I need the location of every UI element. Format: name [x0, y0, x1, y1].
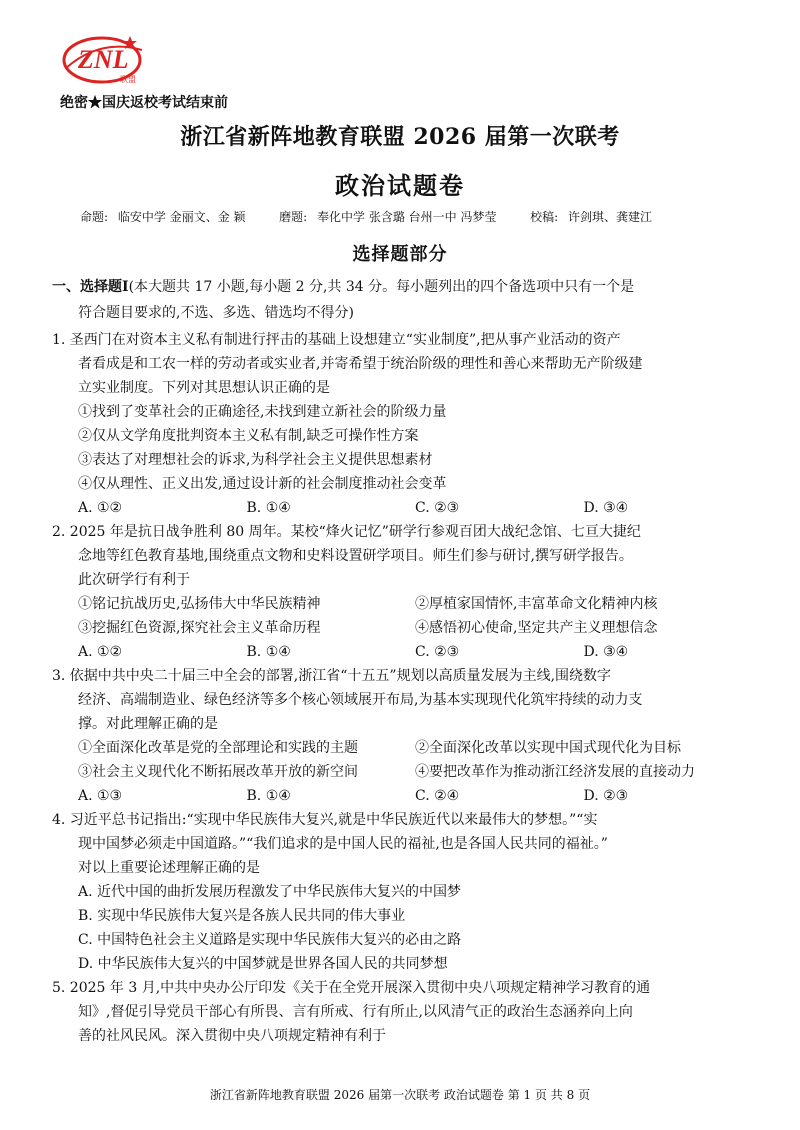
q4-stem-line: 现中国梦必须走中国道路。”“我们追求的是中国人民的福祉,也是各国人民共同的福祉。” [78, 836, 608, 852]
q1-item: ③表达了对理想社会的诉求,为科学社会主义提供思想素材 [78, 452, 433, 468]
q4-stem-line: 对以上重要论述理解正确的是 [78, 860, 260, 876]
q3-item: ②全面深化改革以实现中国式现代化为目标 [415, 740, 681, 756]
choice-d[interactable]: D. ③④ [583, 644, 629, 660]
part-text: (本大题共 17 小题,每小题 2 分,共 34 分。每小题列出的四个备选项中只有一个是 [128, 279, 635, 295]
q1-stem-line: 者看成是和工农一样的劳动者或实业者,并寄希望于统治阶级的理性和善心来帮助无产阶级建 [78, 356, 643, 372]
question-2 [52, 520, 752, 664]
credits-line [80, 208, 658, 225]
jiaogao-label: 校稿: [530, 210, 559, 224]
q4-stem-line: 4. 习近平总书记指出:“实现中华民族伟大复兴,就是中华民族近代以来最伟大的梦想。”“实 [52, 812, 598, 828]
question-1 [52, 328, 752, 520]
part-label: 一、选择题Ⅰ [52, 279, 129, 295]
exam-subtitle: 政治试题卷 [335, 171, 465, 200]
q4-choice-c[interactable]: C. 中国特色社会主义道路是实现中华民族伟大复兴的必由之路 [78, 932, 462, 948]
q4-choice-d[interactable]: D. 中华民族伟大复兴的中国梦就是世界各国人民的共同梦想 [78, 956, 448, 972]
q1-item: ④仅从理性、正义出发,通过设计新的社会制度推动社会变革 [78, 476, 447, 492]
choice-d[interactable]: D. ②③ [583, 788, 629, 804]
question-3 [52, 664, 752, 808]
section-heading: 选择题部分 [352, 244, 448, 265]
q3-stem-line: 3. 依据中共中央二十届三中全会的部署,浙江省“十五五”规划以高质量发展为主线,围绕数字 [52, 668, 612, 684]
q3-item: ④要把改革作为推动浙江经济发展的直接动力 [415, 764, 695, 780]
choice-a[interactable]: A. ①② [78, 500, 123, 516]
q3-item: ①全面深化改革是党的全部理论和实践的主题 [78, 740, 358, 756]
choice-c[interactable]: C. ②③ [415, 644, 460, 660]
svg-text:ZNL: ZNL [78, 45, 129, 74]
q2-choices [52, 640, 752, 664]
q2-stem-line: 此次研学行有利于 [78, 572, 190, 588]
q2-stem-line: 2. 2025 年是抗日战争胜利 80 周年。某校“烽火记忆”研学行参观百团大战纪念馆、七亘大捷纪 [52, 524, 641, 540]
q3-item-row [52, 736, 752, 760]
choice-c[interactable]: C. ②④ [415, 788, 460, 804]
q4-choice-a[interactable]: A. 近代中国的曲折发展历程激发了中华民族伟大复兴的中国梦 [78, 884, 462, 900]
part-instructions [52, 274, 752, 326]
choice-b[interactable]: B. ①④ [246, 788, 291, 804]
question-4 [52, 808, 752, 976]
q1-item: ②仅从文学角度批判资本主义私有制,缺乏可操作性方案 [78, 428, 419, 444]
q2-item: ④感悟初心使命,坚定共产主义理想信念 [415, 620, 658, 636]
question-5 [52, 976, 752, 1048]
q2-item: ②厚植家国情怀,丰富革命文化精神内核 [415, 596, 658, 612]
q1-stem-line: 立实业制度。下列对其思想认识正确的是 [78, 380, 330, 396]
znl-logo [60, 28, 150, 90]
page-footer: 浙江省新阵地教育联盟 2026 届第一次联考 政治试题卷 第 1 页 共 8 页 [209, 1088, 591, 1102]
q3-choices [52, 784, 752, 808]
q5-stem-line: 善的社风民风。深入贯彻中央八项规定精神有利于 [78, 1028, 386, 1044]
q3-stem-line: 撑。对此理解正确的是 [78, 716, 218, 732]
exam-title: 浙江省新阵地教育联盟 2026 届第一次联考 [180, 124, 620, 150]
q2-item-row [52, 616, 752, 640]
q2-item: ①铭记抗战历史,弘扬伟大中华民族精神 [78, 596, 321, 612]
choice-a[interactable]: A. ①③ [78, 788, 123, 804]
choice-d[interactable]: D. ③④ [583, 500, 629, 516]
moti-label: 磨题: [279, 210, 308, 224]
q3-item-row [52, 760, 752, 784]
part-text-2: 符合题目要求的,不选、多选、错选均不得分) [78, 305, 354, 321]
q1-choices [52, 496, 752, 520]
q4-choice-b[interactable]: B. 实现中华民族伟大复兴是各族人民共同的伟大事业 [78, 908, 406, 924]
moti-names: 奉化中学 张含璐 台州一中 冯梦莹 [317, 210, 497, 224]
jiaogao-names: 许剑琪、龚建江 [568, 210, 653, 224]
svg-text:联盟: 联盟 [120, 75, 136, 84]
q3-item: ③社会主义现代化不断拓展改革开放的新空间 [78, 764, 358, 780]
mingti-names: 临安中学 金丽文、金 颖 [117, 210, 246, 224]
q5-stem-line: 5. 2025 年 3 月,中共中央办公厅印发《关于在全党开展深入贯彻中央八项规定精神学习教育的通 [52, 980, 651, 996]
choice-b[interactable]: B. ①④ [246, 644, 291, 660]
choice-a[interactable]: A. ①② [78, 644, 123, 660]
q5-stem-line: 知》,督促引导党员干部心有所畏、言有所戒、行有所止,以风清气正的政治生态涵养向上向 [78, 1004, 633, 1020]
secret-notice: 绝密★国庆返校考试结束前 [60, 95, 228, 111]
q2-item: ③挖掘红色资源,探究社会主义革命历程 [78, 620, 321, 636]
mingti-label: 命题: [80, 210, 109, 224]
q1-stem-line: 1. 圣西门在对资本主义私有制进行抨击的基础上设想建立“实业制度”,把从事产业活动的资产 [52, 332, 621, 348]
q2-item-row [52, 592, 752, 616]
choice-c[interactable]: C. ②③ [415, 500, 460, 516]
q1-item: ①找到了变革社会的正确途径,未找到建立新社会的阶级力量 [78, 404, 447, 420]
q2-stem-line: 念地等红色教育基地,围绕重点文物和史料设置研学项目。师生们参与研讨,撰写研学报告。 [78, 548, 633, 564]
q3-stem-line: 经济、高端制造业、绿色经济等多个核心领域展开布局,为基本实现现代化筑牢持续的动力支 [78, 692, 643, 708]
choice-b[interactable]: B. ①④ [246, 500, 291, 516]
